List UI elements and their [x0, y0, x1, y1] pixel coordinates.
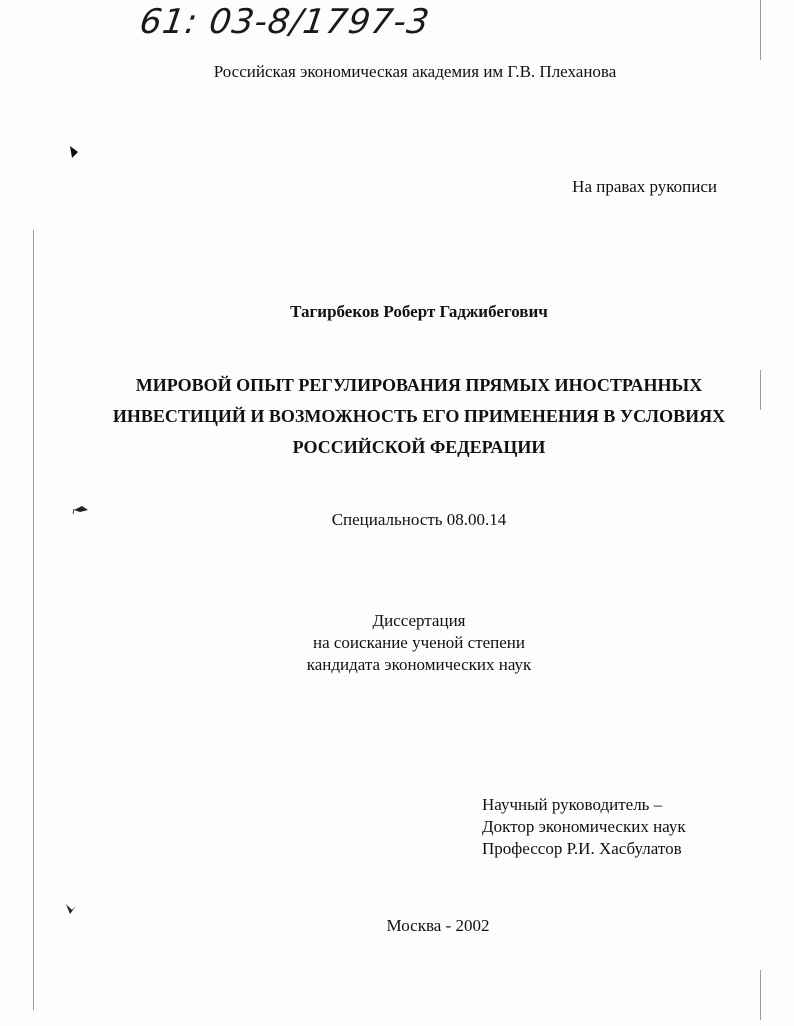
title-line: МИРОВОЙ ОПЫТ РЕГУЛИРОВАНИЯ ПРЯМЫХ ИНОСТРАННЫХ: [135, 375, 703, 395]
archive-number-handwritten: 61: 03-8/1797-3: [137, 2, 433, 42]
degree-line: кандидата экономических наук: [306, 655, 532, 674]
advisor-line: Научный руководитель –: [482, 795, 663, 814]
city-year: Москва - 2002: [386, 916, 490, 935]
advisor-line: Профессор Р.И. Хасбулатов: [482, 839, 682, 858]
scan-edge-right-low: [760, 970, 761, 1020]
advisor-line: Доктор экономических наук: [482, 817, 686, 836]
degree-line: Диссертация: [372, 611, 466, 630]
scan-edge-left: [33, 230, 34, 1010]
degree-statement: [0, 610, 794, 676]
manuscript-rights-note: На правах рукописи: [572, 177, 717, 196]
scan-edge-right-mid: [760, 370, 761, 410]
scan-mark-3: [64, 900, 80, 916]
scan-mark-2: [72, 502, 92, 516]
author-name: Тагирбеков Роберт Гаджибегович: [290, 302, 548, 321]
scientific-advisor: [482, 794, 686, 860]
specialty-code: Специальность 08.00.14: [331, 510, 507, 529]
title-line: ИНВЕСТИЦИЙ И ВОЗМОЖНОСТЬ ЕГО ПРИМЕНЕНИЯ В УСЛОВИЯХ: [112, 406, 726, 426]
dissertation-title: [0, 370, 794, 463]
institution-name: Российская экономическая академия им Г.В. Плеханова: [213, 62, 617, 81]
degree-line: на соискание ученой степени: [312, 633, 526, 652]
title-line: РОССИЙСКОЙ ФЕДЕРАЦИИ: [292, 437, 546, 457]
scan-edge-right: [760, 0, 761, 60]
scan-mark-1: [68, 144, 82, 160]
